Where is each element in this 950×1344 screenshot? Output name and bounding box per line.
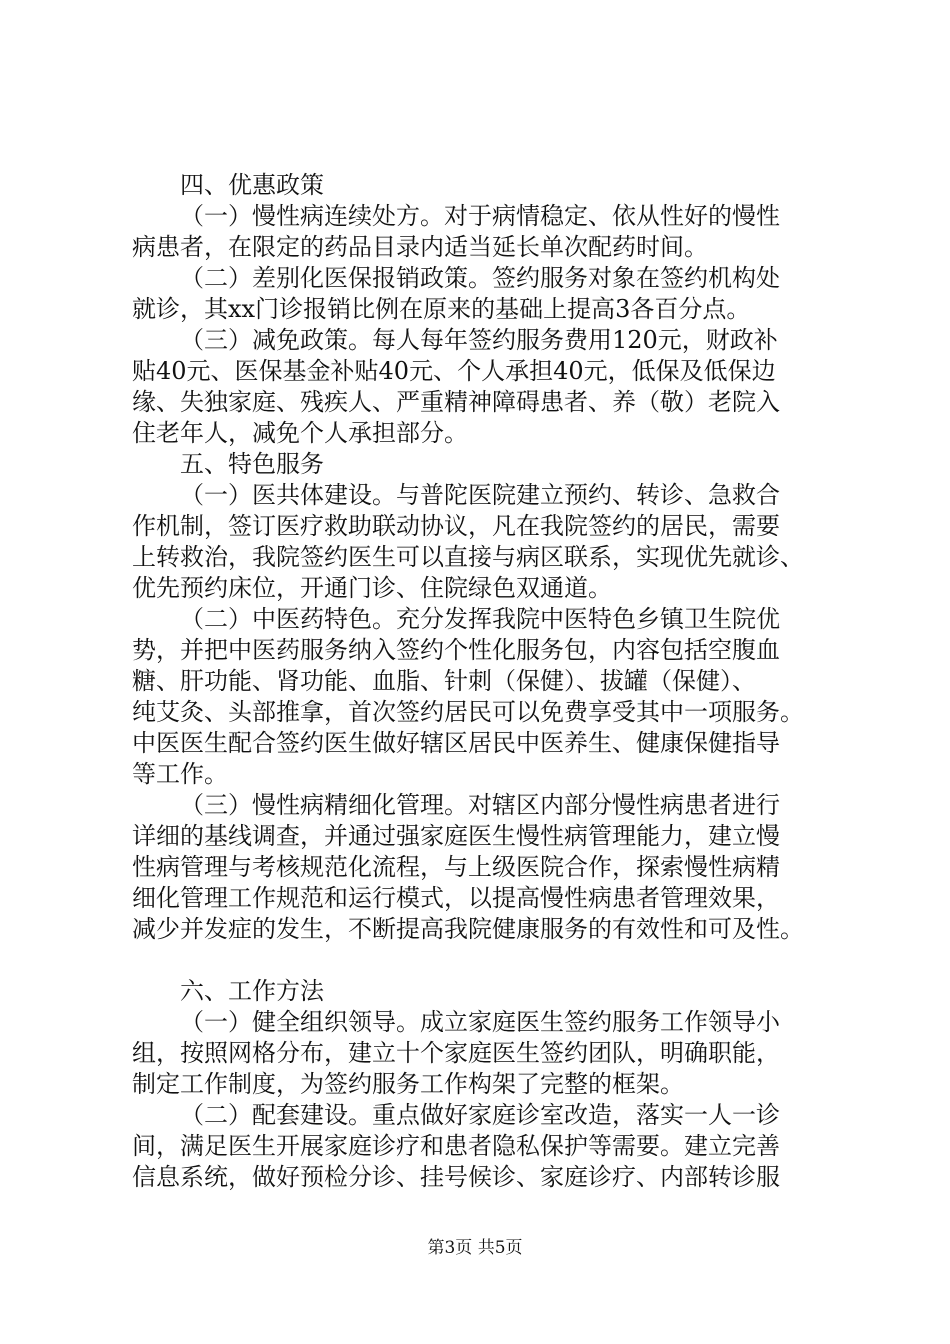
paragraph-line: 间，满足医生开展家庭诊疗和患者隐私保护等需要。建立完善 — [132, 1132, 780, 1160]
paragraph-line: 优先预约床位，开通门诊、住院绿色双通道。 — [132, 574, 612, 602]
paragraph-line: 纯艾灸、头部推拿，首次签约居民可以免费享受其中一项服务。 — [132, 698, 804, 726]
paragraph-line: （一）慢性病连续处方。对于病情稳定、依从性好的慢性 — [180, 202, 780, 230]
paragraph-line: 势，并把中医药服务纳入签约个性化服务包，内容包括空腹血 — [132, 636, 780, 664]
blank-line — [132, 945, 832, 976]
paragraph-line: （二）差别化医保报销政策。签约服务对象在签约机构处 — [180, 264, 780, 292]
paragraph-line: 组，按照网格分布，建立十个家庭医生签约团队，明确职能， — [132, 1039, 780, 1067]
paragraph-line: 细化管理工作规范和运行模式，以提高慢性病患者管理效果， — [132, 884, 780, 912]
paragraph-line: 减少并发症的发生，不断提高我院健康服务的有效性和可及性。 — [132, 915, 804, 943]
paragraph-line: 作机制，签订医疗救助联动协议，凡在我院签约的居民，需要 — [132, 512, 780, 540]
paragraph-line: 病患者，在限定的药品目录内适当延长单次配药时间。 — [132, 233, 708, 261]
paragraph-line: 上转救治，我院签约医生可以直接与病区联系，实现优先就诊、 — [132, 543, 804, 571]
paragraph-line: 缘、失独家庭、残疾人、严重精神障碍患者、养（敬）老院入 — [132, 388, 780, 416]
paragraph-line: （二）配套建设。重点做好家庭诊室改造，落实一人一诊 — [180, 1101, 780, 1129]
paragraph-line: 就诊，其xx门诊报销比例在原来的基础上提高3各百分点。 — [132, 295, 751, 323]
section-heading: 五、特色服务 — [180, 450, 324, 478]
paragraph-line: 等工作。 — [132, 760, 228, 788]
section-heading: 四、优惠政策 — [180, 171, 324, 199]
document-body — [132, 170, 832, 1193]
paragraph-line: 住老年人，减免个人承担部分。 — [132, 419, 468, 447]
paragraph-line: （一）健全组织领导。成立家庭医生签约服务工作领导小 — [180, 1008, 780, 1036]
section-heading: 六、工作方法 — [180, 977, 324, 1005]
paragraph-line: （一）医共体建设。与普陀医院建立预约、转诊、急救合 — [180, 481, 780, 509]
paragraph-line: 中医医生配合签约医生做好辖区居民中医养生、健康保健指导 — [132, 729, 780, 757]
paragraph-line: 制定工作制度，为签约服务工作构架了完整的框架。 — [132, 1070, 684, 1098]
paragraph-line: （二）中医药特色。充分发挥我院中医特色乡镇卫生院优 — [180, 605, 780, 633]
paragraph-line: （三）减免政策。每人每年签约服务费用120元，财政补 — [180, 326, 778, 354]
paragraph-line: 糖、肝功能、肾功能、血脂、针刺（保健）、拔罐（保健）、 — [132, 667, 756, 695]
paragraph-line: 信息系统，做好预检分诊、挂号候诊、家庭诊疗、内部转诊服 — [132, 1163, 780, 1191]
paragraph-line: 详细的基线调查，并通过强家庭医生慢性病管理能力，建立慢 — [132, 822, 780, 850]
paragraph-line: （三）慢性病精细化管理。对辖区内部分慢性病患者进行 — [180, 791, 780, 819]
page-footer: 第3页 共5页 — [427, 1238, 523, 1258]
paragraph-line: 贴40元、医保基金补贴40元、个人承担40元，低保及低保边 — [132, 357, 776, 385]
paragraph-line: 性病管理与考核规范化流程，与上级医院合作，探索慢性病精 — [132, 853, 780, 881]
